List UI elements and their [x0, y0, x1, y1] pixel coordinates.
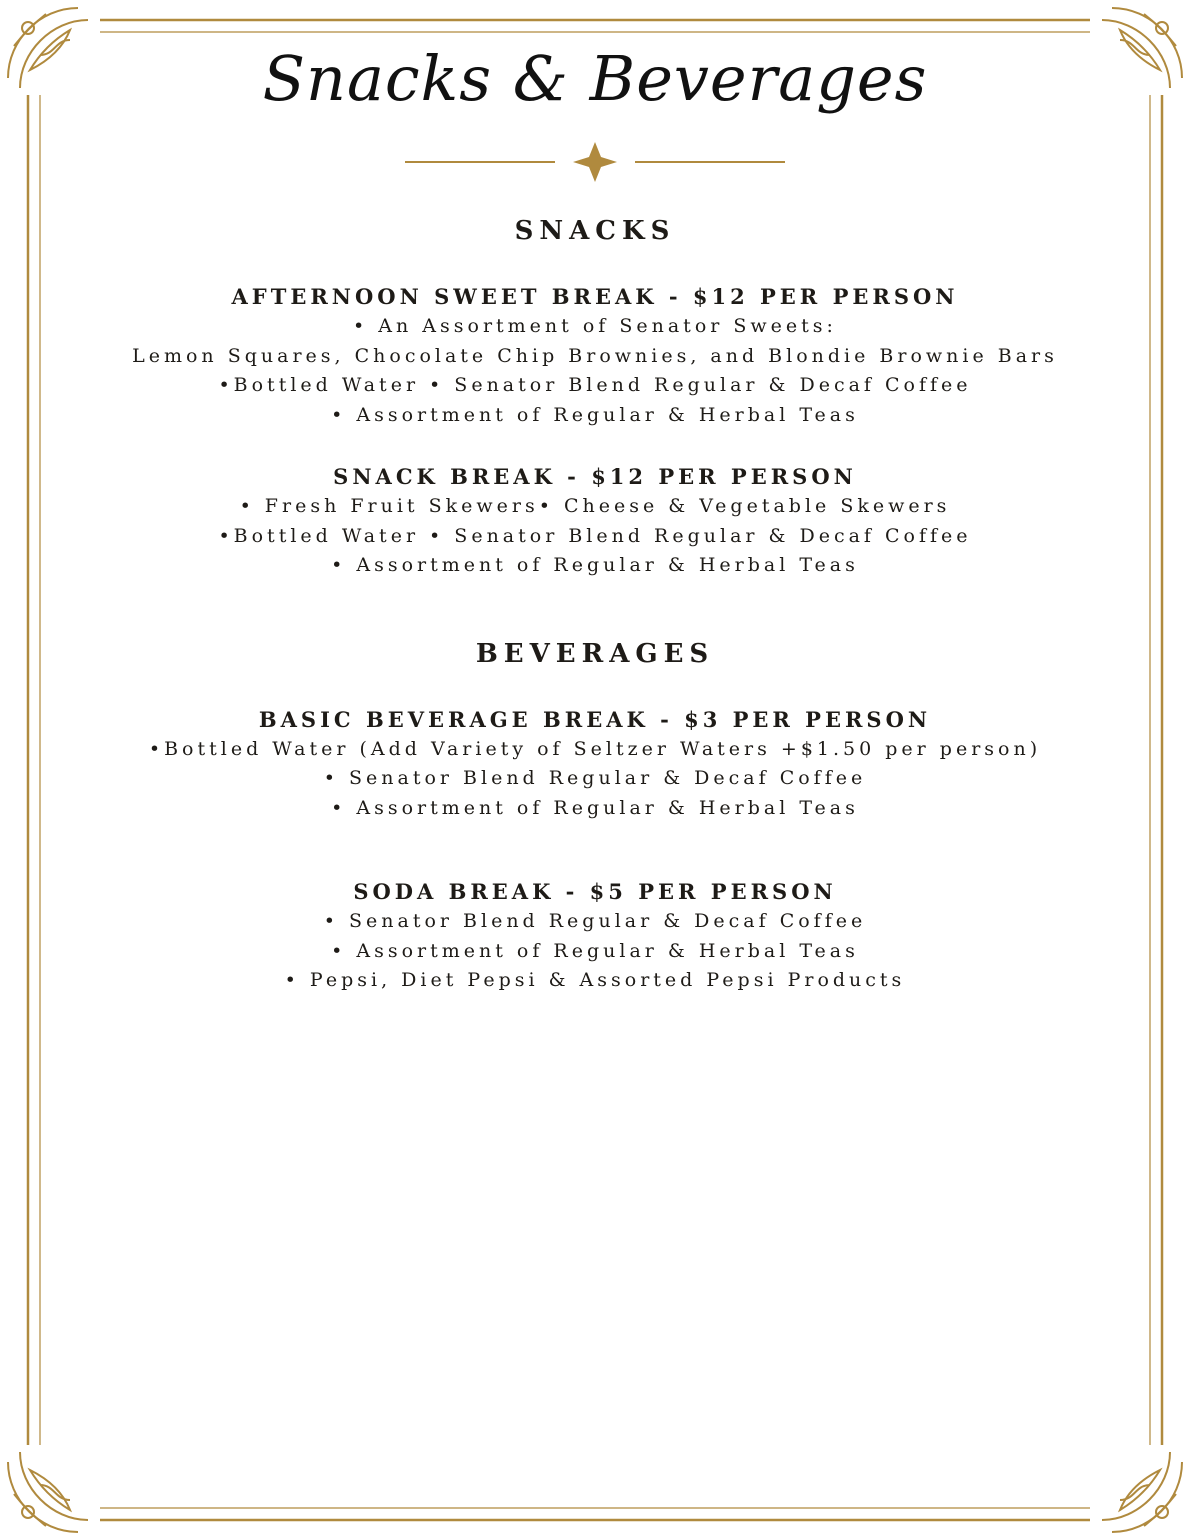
section-heading-snacks: SNACKS	[514, 216, 676, 246]
break-heading: AFTERNOON SWEET BREAK - $12 PER PERSON	[231, 284, 959, 309]
menu-line: Lemon Squares, Chocolate Chip Brownies, and Blondie Brownie Bars	[132, 344, 1058, 367]
menu-line: • Assortment of Regular & Herbal Teas	[331, 939, 859, 962]
star-icon	[573, 142, 617, 182]
break-basic-beverage	[60, 705, 1130, 824]
menu-line: • Fresh Fruit Skewers• Cheese & Vegetable Skewers	[239, 495, 951, 517]
section-heading-beverages: BEVERAGES	[475, 638, 715, 669]
menu-line: • An Assortment of Senator Sweets:	[353, 315, 837, 337]
menu-line: •Bottled Water (Add Variety of Seltzer Waters +$1.50 per person)	[148, 737, 1042, 760]
break-soda	[60, 877, 1130, 996]
menu-line: •Bottled Water • Senator Blend Regular & Decaf Coffee	[218, 524, 972, 547]
break-heading: BASIC BEVERAGE BREAK - $3 PER PERSON	[258, 706, 932, 732]
menu-line: • Assortment of Regular & Herbal Teas	[331, 796, 859, 819]
break-snack	[60, 462, 1130, 581]
menu-line: • Senator Blend Regular & Decaf Coffee	[323, 910, 867, 932]
menu-line: • Senator Blend Regular & Decaf Coffee	[323, 767, 867, 789]
menu-line: • Assortment of Regular & Herbal Teas	[331, 554, 859, 576]
star-divider	[405, 140, 785, 184]
menu-line: • Assortment of Regular & Herbal Teas	[331, 403, 859, 426]
break-heading: SNACK BREAK - $12 PER PERSON	[333, 464, 857, 489]
menu-line: • Pepsi, Diet Pepsi & Assorted Pepsi Products	[284, 969, 906, 991]
break-afternoon-sweet	[60, 282, 1130, 430]
menu-content	[60, 212, 1130, 996]
break-heading: SODA BREAK - $5 PER PERSON	[353, 879, 837, 904]
page-title: Snacks & Beverages	[262, 42, 928, 115]
menu-line: •Bottled Water • Senator Blend Regular & Decaf Coffee	[218, 374, 972, 396]
